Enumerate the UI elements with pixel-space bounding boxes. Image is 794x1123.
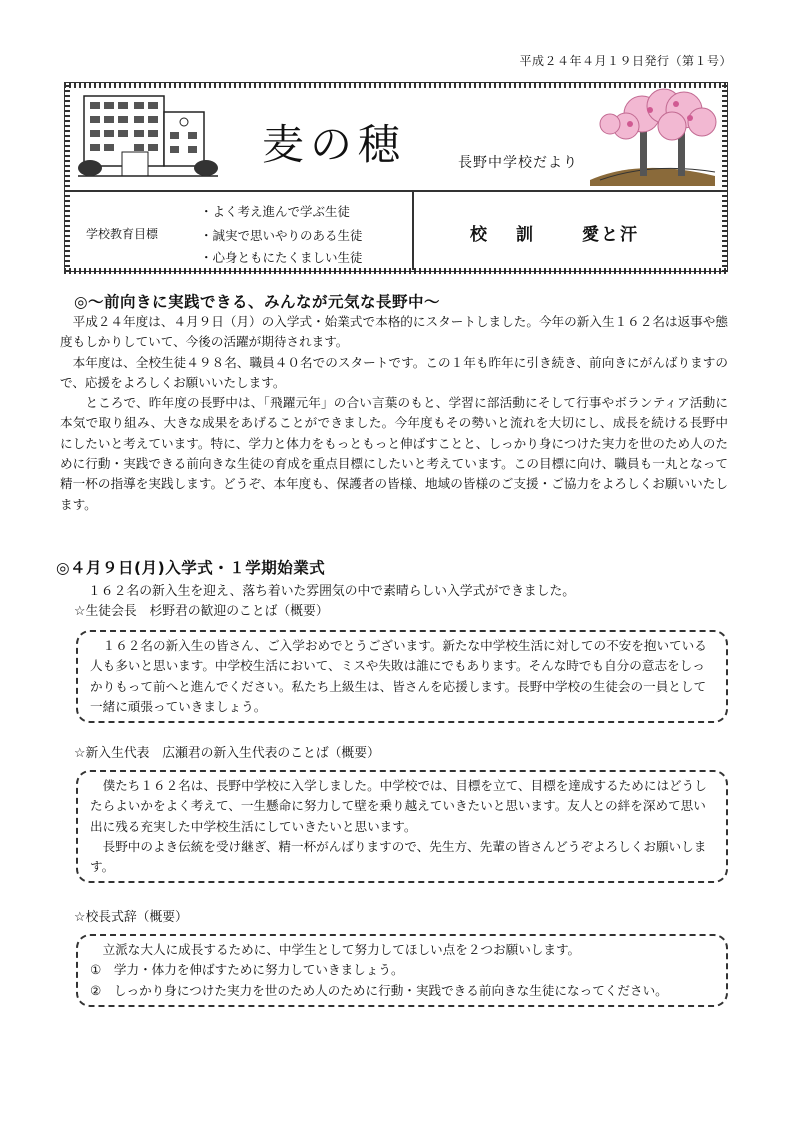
section-heading: ◎４月９日(月)入学式・１学期始業式: [56, 559, 326, 577]
border-decoration: [64, 268, 728, 274]
newsletter-title: 麦の穂: [262, 120, 407, 169]
speech-label: ☆新入生代表 広瀬君の新入生代表のことば（概要）: [74, 746, 380, 761]
cherry-blossom-illustration: [580, 88, 720, 186]
goal-item: ・よく考え進んで学ぶ生徒: [200, 204, 351, 219]
issue-date: 平成２４年４月１９日発行（第１号）: [519, 54, 732, 68]
speech-text: １６２名の新入生の皆さん、ご入学おめでとうございます。新たな中学校生活に対しての不安を抱いている人も多いと思います。中学校生活において、ミスや失敗は誰にでもあります。そんな時でも自分の意志をしっかりもって前へと進んでください。私たち上級生は、皆さんを応援します。長野中学校の生徒会の一員として一緒に頑張っていきましょう。: [90, 638, 707, 714]
motto-label: 校 訓: [470, 225, 539, 245]
speech-label: ☆校長式辞（概要）: [74, 910, 188, 925]
speech-label: ☆生徒会長 杉野君の歓迎のことば（概要）: [74, 604, 329, 619]
school-building-illustration: [78, 92, 218, 184]
list-item: ② しっかり身につけた実力を世のため人のために行動・実践できる前向きな生徒になってください。: [90, 982, 668, 998]
speech-box: [76, 630, 728, 723]
goal-item: ・誠実で思いやりのある生徒: [200, 228, 363, 243]
goal-item: ・心身ともにたくましい生徒: [200, 250, 363, 265]
section1-body: [60, 312, 728, 515]
paragraph: ところで、昨年度の長野中は、「飛躍元年」の合い言葉のもと、学習に部活動にそして行事やボランティア活動に本気で取り組み、大きな成果をあげることができました。今年度もその勢いと流れを大切にし、成長を続ける長野中にしたいと考えています。特に、学力と体力をもっともっと伸ばすことと、しっかり身につけた実力を世のため人のために行動・実践できる前向きな生徒の育成を重点目標にしたいと考えています。この目標に向け、職員も一丸となって精一杯の指導を実践します。どうぞ、本年度も、保護者の皆様、地域の皆様のご支援・ご協力をよろしくお願いいたします。: [60, 395, 728, 512]
speech-box: [76, 770, 728, 883]
speech-text: 僕たち１６２名は、長野中学校に入学しました。中学校では、目標を立て、目標を達成するためにはどうしたらよいかをよく考えて、一生懸命に努力して壁を乗り越えていきたいと思います。友人との絆を深めて思い出に残る充実した中学校生活にしていきたいと思います。: [90, 778, 707, 834]
motto-text: 愛と汗: [582, 225, 639, 245]
speech-box: [76, 934, 728, 1007]
section-heading: ◎～前向きに実践できる、みんなが元気な長野中～: [74, 293, 441, 311]
border-decoration: [722, 82, 728, 272]
speech-text: 立派な大人に成長するために、中学生として努力してほしい点を２つお願いします。: [102, 942, 581, 957]
goals-label: 学校教育目標: [86, 227, 159, 241]
divider: [412, 192, 414, 270]
list-item: ① 学力・体力を伸ばすために努力していきましょう。: [90, 962, 404, 978]
section2-intro: １６２名の新入生を迎え、落ち着いた雰囲気の中で素晴らしい入学式ができました。: [88, 584, 576, 599]
paragraph: 本年度は、全校生徒４９８名、職員４０名でのスタートです。この１年も昨年に引き続き、前向きにがんばりますので、応援をよろしくお願いいたします。: [60, 354, 728, 390]
paragraph: 平成２４年度は、４月９日（月）の入学式・始業式で本格的にスタートしました。今年の新入生１６２名は返事や態度もしかりしていて、今後の活躍が期待されます。: [60, 314, 728, 350]
border-decoration: [64, 82, 70, 272]
newsletter-subtitle: 長野中学校だより: [458, 155, 578, 171]
speech-text: 長野中のよき伝統を受け継ぎ、精一杯がんばりますので、先生方、先輩の皆さんどうぞよろしくお願いします。: [90, 838, 707, 875]
